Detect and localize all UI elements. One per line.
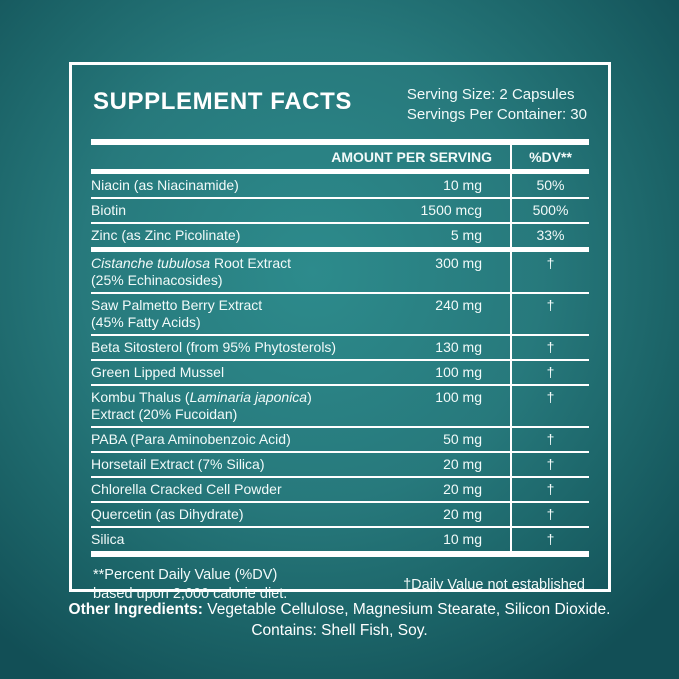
column-gap: [482, 199, 510, 222]
dv-value: 500%: [510, 199, 589, 222]
amount-value: 10 mg: [443, 177, 482, 193]
table-row: [91, 426, 589, 451]
column-gap: [482, 453, 510, 476]
table-body: [91, 174, 589, 551]
dv-value: †: [510, 428, 589, 451]
table-row: [91, 451, 589, 476]
table-row: [91, 526, 589, 551]
amount-value: 10 mg: [443, 531, 482, 547]
ingredient-name: PABA (Para Aminobenzoic Acid): [91, 431, 291, 447]
footnote-percent-dv: **Percent Daily Value (%DV) based upon 2,000 calorie diet.: [93, 567, 288, 602]
table-row: [91, 334, 589, 359]
table-row: [91, 359, 589, 384]
column-header-dv: %DV**: [510, 145, 589, 169]
other-ingredients-text: Vegetable Cellulose, Magnesium Stearate, Silicon Dioxide.: [202, 601, 611, 618]
serving-info: [407, 84, 587, 125]
ingredient-name: Kombu Thalus (Laminaria japonica) Extract (20% Fucoidan): [91, 389, 312, 422]
dv-value: †: [510, 252, 589, 292]
dv-value: †: [510, 294, 589, 334]
amount-value: 20 mg: [443, 481, 482, 497]
table-row: [91, 476, 589, 501]
dv-value: 50%: [510, 174, 589, 197]
footnote-daily-value: †Daily Value not established: [403, 576, 585, 593]
amount-value: 100 mg: [435, 389, 482, 405]
column-gap: [482, 252, 510, 292]
ingredient-name: Cistanche tubulosa Root Extract (25% Echinacosides): [91, 255, 291, 288]
ingredient-name: Beta Sitosterol (from 95% Phytosterols): [91, 339, 337, 355]
other-ingredients-label: Other Ingredients:: [68, 601, 203, 618]
ingredient-name: Green Lipped Mussel: [91, 364, 225, 380]
amount-value: 240 mg: [435, 297, 482, 313]
column-gap: [482, 294, 510, 334]
ingredient-name: Biotin: [91, 202, 127, 218]
dv-value: †: [510, 386, 589, 426]
ingredient-name: Horsetail Extract (7% Silica): [91, 456, 265, 472]
amount-value: 20 mg: [443, 456, 482, 472]
amount-value: 100 mg: [435, 364, 482, 380]
table-row: [91, 197, 589, 222]
ingredient-name: Quercetin (as Dihydrate): [91, 506, 244, 522]
ingredient-name: Niacin (as Niacinamide): [91, 177, 239, 193]
dv-value: †: [510, 503, 589, 526]
table-row: [91, 501, 589, 526]
serving-size: Serving Size: 2 Capsules: [406, 86, 575, 103]
servings-per-container: Servings Per Container: 30: [406, 106, 587, 123]
dv-value: †: [510, 453, 589, 476]
dv-value: †: [510, 361, 589, 384]
ingredient-name: Chlorella Cracked Cell Powder: [91, 481, 282, 497]
table-row: [91, 174, 589, 197]
table-row: [91, 384, 589, 426]
table-row: [91, 247, 589, 292]
amount-value: 20 mg: [443, 506, 482, 522]
ingredient-name: Saw Palmetto Berry Extract (45% Fatty Acids): [91, 297, 263, 330]
supplement-facts-panel: [69, 62, 611, 602]
column-gap: [482, 386, 510, 426]
column-header-amount: AMOUNT PER SERVING: [331, 149, 492, 165]
dv-value: †: [510, 478, 589, 501]
amount-value: 130 mg: [435, 339, 482, 355]
column-gap: [482, 528, 510, 551]
column-gap: [482, 336, 510, 359]
contains-line: Contains: Shell Fish, Soy.: [251, 622, 428, 639]
amount-value: 300 mg: [435, 255, 482, 271]
table-row: [91, 292, 589, 334]
column-gap: [482, 224, 510, 247]
dv-value: 33%: [510, 224, 589, 247]
panel-header: [91, 65, 589, 139]
amount-value: 1500 mcg: [420, 202, 482, 218]
amount-value: 5 mg: [450, 227, 482, 243]
column-gap: [482, 503, 510, 526]
dv-value: †: [510, 528, 589, 551]
amount-value: 50 mg: [443, 431, 482, 447]
other-ingredients-block: [0, 599, 679, 641]
dv-value: †: [510, 336, 589, 359]
column-gap: [482, 478, 510, 501]
ingredient-name: Zinc (as Zinc Picolinate): [91, 227, 241, 243]
panel-title: SUPPLEMENT FACTS: [93, 88, 352, 115]
table-row: [91, 222, 589, 247]
column-gap: [482, 428, 510, 451]
table-header-row: [91, 145, 589, 169]
ingredient-name: Silica: [91, 531, 125, 547]
column-gap: [482, 361, 510, 384]
other-ingredients-line: [0, 599, 679, 620]
column-gap: [482, 174, 510, 197]
